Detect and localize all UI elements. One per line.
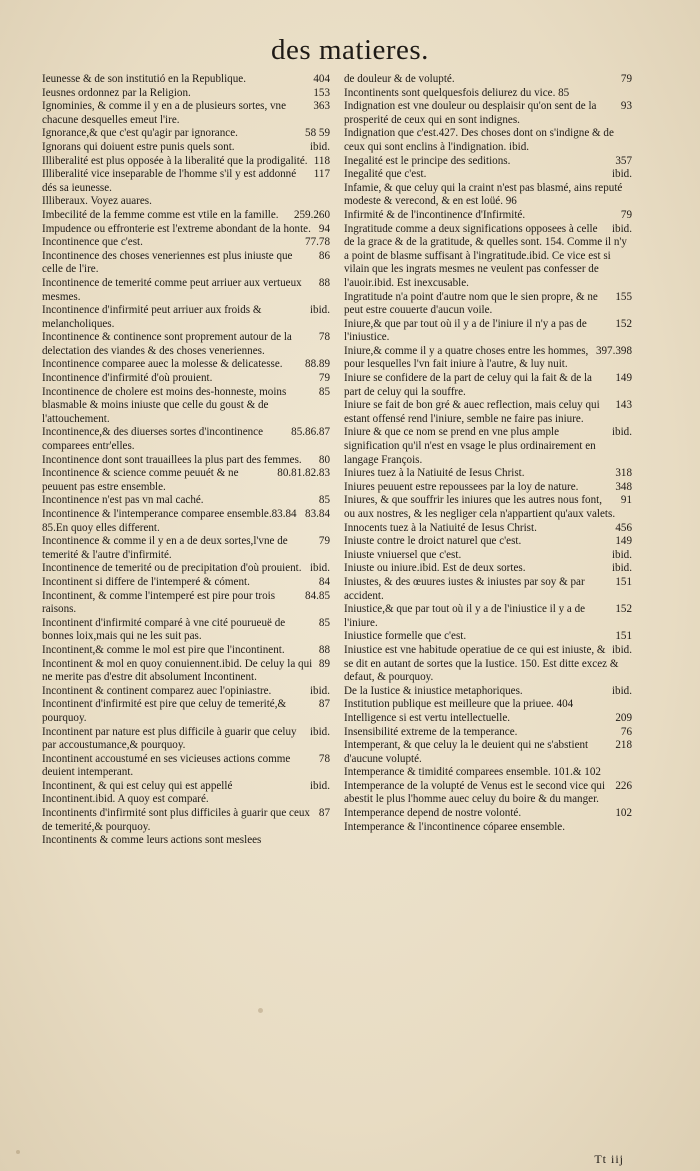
index-entry-page: 218 [615, 739, 632, 752]
index-entry-text: Impudence ou effronterie est l'extreme abondant de la honte. [42, 222, 311, 235]
index-entry-text: Iniures, & que souffrir les iniures que les autres nous font, ou aux nostres, & les negliger cela n'appartient qu'aux valets. [344, 494, 616, 520]
index-entry [42, 494, 330, 508]
index-entry-page: 259.260 [293, 208, 330, 221]
index-entry-text: Incontinence dont sont trauaillees la plus part des femmes. [42, 453, 302, 466]
index-entry-page: 456 [615, 521, 632, 534]
index-entry-text: Insensibilité extreme de la temperance. [344, 725, 518, 738]
index-entry [344, 399, 632, 426]
index-entry [42, 195, 330, 209]
index-entry-page: 87 [318, 698, 330, 711]
ink-blot [16, 1150, 20, 1154]
index-entry [42, 87, 330, 101]
index-entry-page: 155 [615, 290, 632, 303]
index-entry-page: 318 [615, 467, 632, 480]
index-entry [344, 739, 632, 766]
index-entry-text: Imbecilité de la femme comme est vtile en la famille. [42, 208, 279, 221]
index-entry-page: 209 [615, 711, 632, 724]
index-entry [344, 562, 632, 576]
index-entry-page: 84.85 [305, 589, 330, 602]
index-entry [344, 467, 632, 481]
index-entry [344, 372, 632, 399]
index-entry-page: 85.86.87 [291, 426, 330, 439]
index-entry-text: Incontinent, & comme l'intemperé est pire pour trois raisons. [42, 589, 276, 616]
index-entry-page: 58 59 [305, 127, 330, 140]
index-entry [344, 291, 632, 318]
index-entry [42, 372, 330, 386]
index-entry-page: 79 [318, 372, 330, 385]
index-entry-text: Incontinence,& des diuerses sortes d'incontinence comparees entr'elles. [42, 426, 264, 453]
index-entry-text: Iniure se fait de bon gré & auec reflection, mais celuy qui estant offensé rend l'iniure, semble ne faire pas iniure. [344, 399, 600, 425]
index-entry-text: Illiberalité vice inseparable de l'homme s'il y est addonné dés sa ieunesse. [42, 168, 297, 194]
index-entry-page: 78 [318, 331, 330, 344]
index-entry-page: 85 [318, 616, 330, 629]
index-entry [344, 223, 632, 291]
index-entry [42, 127, 330, 141]
index-entry-text: Iniuste vniuersel que c'est. [344, 548, 462, 561]
running-head: des matieres. [271, 34, 429, 66]
index-entry [42, 331, 330, 358]
index-entry [42, 617, 330, 644]
index-entry [42, 535, 330, 562]
index-entry [344, 73, 632, 87]
index-entry-page: 85 [318, 494, 330, 507]
ink-blot [258, 1008, 263, 1013]
index-entry-text: Intemperant, & que celuy la le deuient qui ne s'abstient d'aucune volupté. [344, 739, 589, 765]
index-entry-text: Incontinence d'infirmité d'où prouient. [42, 372, 213, 385]
index-entry-text: De la Iustice & iniustice metaphoriques. [344, 684, 523, 697]
index-entry-page: 152 [615, 317, 632, 330]
index-entry [344, 766, 632, 780]
index-entry-text: Iniures tuez à la Natiuité de Iesus Christ. [344, 467, 525, 480]
index-entry-text: Iniuste ou iniure.ibid. Est de deux sortes. [344, 562, 526, 575]
signature-mark: Tt iij [594, 1152, 624, 1166]
index-entry-text: Ignorance,& que c'est qu'agir par ignorance. [42, 127, 238, 140]
index-entry-text: Indignation que c'est.427. Des choses dont on s'indigne & de ceux qui sont enclins à l'indignation. ibid. [344, 127, 614, 153]
index-entry-text: Ignorans qui doiuent estre punis quels sont. [42, 140, 235, 153]
index-entry-page: 152 [615, 603, 632, 616]
index-entry-text: Incontinence & science comme peuuét & ne peuuent pas estre ensemble. [42, 467, 239, 493]
index-entry [344, 549, 632, 563]
index-entry-page: 404 [313, 73, 330, 85]
index-entry-text: Incontinent accoustumé en ses vicieuses actions comme deuient intemperant. [42, 752, 291, 779]
index-entry [42, 358, 330, 372]
index-entry-text: Iniuste contre le droict naturel que c'est. [344, 535, 522, 548]
index-entry-text: Ingratitude n'a point d'autre nom que le sien propre, & ne peut estre couuerte d'aucun voile. [344, 290, 598, 317]
index-entry [344, 726, 632, 740]
index-entry-page: ibid. [611, 643, 632, 656]
index-entry-text: Infamie, & que celuy qui la craint n'est pas blasmé, ains reputé modeste & verecond, & en est loüé. 96 [344, 181, 623, 208]
index-entry-text: Intemperance de la volupté de Venus est le second vice qui abestit le plus l'homme auec celuy du boire & du manger. [344, 779, 606, 806]
index-entry-page: 89 [318, 657, 330, 670]
index-entry-page: 88 [318, 276, 330, 289]
index-entry [344, 318, 632, 345]
index-entry-text: Ingratitude comme a deux significations opposees à celle de la grace & de la gratitude, & quelles sont. 154. Comme il n'y a point de blasme suffisant à l'ingratitude.ibid. Ce vice est si vilain que les ingrats mesmes ne veulent pas confesser de l'auoir.ibid. Est inexcusable. [344, 222, 627, 289]
index-entry-text: Illiberalité est plus opposée à la liberalité que la prodigalité. [42, 154, 308, 167]
index-entry [42, 685, 330, 699]
index-entry-text: Incontinence & l'intemperance comparee ensemble.83.84 85.En quoy elles different. [42, 508, 297, 534]
index-entry [344, 127, 632, 154]
index-entry-text: Incontinence & comme il y en a de deux sortes,l'vne de temerité & l'autre d'infirmité. [42, 535, 288, 561]
index-entry-page: 87 [318, 807, 330, 820]
index-entry [344, 522, 632, 536]
index-entry-text: Iniustes, & des œuures iustes & iniustes par soy & par accident. [344, 575, 585, 602]
index-entry-text: Iniustice est vne habitude operatiue de ce qui est iniuste, & se dit en autant de sortes que la Iustice. 150. Est ditte excez & defaut, & pourquoy. [344, 643, 619, 684]
index-entry [42, 562, 330, 576]
index-entry-page: ibid. [309, 684, 330, 697]
index-entry-page: ibid. [309, 304, 330, 317]
index-entry-page: 397.398 [595, 344, 632, 357]
index-entry-text: Incontinent,& comme le mol est pire que l'incontinent. [42, 643, 285, 656]
index-entry-text: Incontinent si differe de l'intemperé & cóment. [42, 575, 250, 588]
index-entry-page: 143 [615, 399, 632, 412]
index-column-right [344, 73, 632, 834]
index-entry-page: ibid. [611, 426, 632, 439]
index-entry-text: Iniure & que ce nom se prend en vne plus ample signification qu'il n'est en vsage le plus ordinairement en langage François. [344, 426, 596, 466]
index-entry-text: Incontinent, & qui est celuy qui est appellé Incontinent.ibid. A quoy est comparé. [42, 779, 233, 806]
index-entry-page: ibid. [309, 140, 330, 153]
index-entry-page: ibid. [309, 725, 330, 738]
index-entry-text: Illiberaux. Voyez auares. [42, 195, 152, 208]
index-entry-text: Indignation est vne douleur ou desplaisir qu'on sent de la prosperité de ceux qui en sont indignes. [344, 100, 597, 126]
index-entry-page: 348 [615, 480, 632, 493]
index-entry-text: Incontinent d'infirmité comparé à vne cité pourueuë de bonnes loix,mais qui ne les suit pas. [42, 616, 286, 643]
index-entry-text: de douleur & de volupté. [344, 73, 455, 85]
index-entry-text: Inegalité est le principe des seditions. [344, 154, 511, 167]
index-entry-text: Intemperance & l'incontinence cóparee ensemble. [344, 820, 565, 833]
index-entry-text: Incontinents d'infirmité sont plus difficiles à guarir que ceux de temerité,& pourquoy. [42, 807, 310, 833]
index-entry-text: Inegalité que c'est. [344, 168, 427, 181]
index-entry [42, 834, 330, 848]
index-entry-page: 88.89 [305, 358, 330, 371]
index-entry-text: Iniustice formelle que c'est. [344, 630, 467, 643]
index-entry [42, 209, 330, 223]
index-entry-text: Institution publique est meilleure que la priuee. 404 [344, 698, 574, 711]
index-entry-text: Ieusnes ordonnez par la Religion. [42, 86, 191, 99]
index-entry-page: 117 [313, 168, 330, 181]
index-entry [344, 807, 632, 821]
index-entry [42, 644, 330, 658]
index-entry-page: 118 [313, 154, 330, 167]
index-entry [344, 182, 632, 209]
index-entry-text: Incontinents sont quelquesfois deliurez du vice. 85 [344, 86, 570, 99]
index-entry [344, 87, 632, 101]
index-entry-text: Incontinent & mol en quoy conuiennent.ibid. De celuy la qui ne merite pas d'estre dit absolument Incontinent. [42, 657, 313, 684]
index-entry-page: ibid. [611, 222, 632, 235]
index-entry-text: Iniure se confidere de la part de celuy qui la fait & de la part de celuy qui la souffre. [344, 372, 592, 398]
index-entry [344, 426, 632, 467]
index-entry-page: 94 [318, 222, 330, 235]
index-entry-text: Iniures peuuent estre repoussees par la loy de nature. [344, 480, 579, 493]
index-entry-page: 153 [313, 86, 330, 99]
index-entry [42, 155, 330, 169]
index-entry-text: Incontinence de temerité ou de precipitation d'où prouient. [42, 562, 302, 575]
index-entry-text: Incontinent par nature est plus difficile à guarir que celuy par accoustumance,& pourquoy. [42, 725, 297, 752]
index-entry [344, 644, 632, 685]
index-entry [344, 155, 632, 169]
index-entry-text: Incontinent & continent comparez auec l'opiniastre. [42, 684, 272, 697]
index-entry-page: 149 [615, 535, 632, 548]
index-entry [42, 454, 330, 468]
index-entry-page: 80.81.82.83 [277, 467, 330, 480]
index-entry-page: 102 [615, 807, 632, 820]
index-entry [42, 386, 330, 427]
index-entry [344, 494, 632, 521]
index-entry-page: 85 [318, 385, 330, 398]
index-entry [344, 481, 632, 495]
index-entry-text: Innocents tuez à la Natiuité de Iesus Christ. [344, 521, 537, 534]
index-entry-text: Intemperance depend de nostre volonté. [344, 807, 522, 820]
index-entry-page: 151 [615, 575, 632, 588]
index-entry-text: Incontinence & continence sont proprement autour de la delectation des viandes & des choses veneriennes. [42, 331, 292, 357]
index-entry [42, 73, 330, 87]
index-entry-page: 149 [615, 372, 632, 385]
index-entry [344, 209, 632, 223]
index-entry-page: 357 [615, 154, 632, 167]
index-entry-page: 226 [615, 779, 632, 792]
index-entry [42, 304, 330, 331]
index-entry-page: 151 [615, 630, 632, 643]
index-entry-page: 88 [318, 643, 330, 656]
index-entry-page: ibid. [309, 562, 330, 575]
index-entry [344, 780, 632, 807]
index-entry-text: Incontinents & comme leurs actions sont meslees [42, 834, 262, 847]
index-entry-text: Incontinence de temerité comme peut arriuer aux vertueux mesmes. [42, 276, 302, 303]
index-entry-text: Incontinence n'est pas vn mal caché. [42, 494, 204, 507]
index-entry-text: Incontinent d'infirmité est pire que celuy de temerité,& pourquoy. [42, 698, 287, 724]
index-entry [42, 590, 330, 617]
index-entry-page: ibid. [611, 168, 632, 181]
index-entry [42, 576, 330, 590]
index-entry [344, 698, 632, 712]
index-entry-page: 78 [318, 752, 330, 765]
index-entry [42, 658, 330, 685]
index-entry [344, 535, 632, 549]
index-entry [344, 630, 632, 644]
index-entry-text: Incontinence de cholere est moins des-honneste, moins blasmable & moins iniuste que celle du goust & de l'attouchement. [42, 385, 287, 425]
index-entry-text: Iniure,& que par tout où il y a de l'iniure il n'y a pas de l'iniustice. [344, 317, 587, 344]
index-entry [42, 726, 330, 753]
index-entry-page: 79 [318, 535, 330, 548]
index-entry-page: 83.84 [305, 508, 330, 520]
index-entry [42, 141, 330, 155]
index-entry [42, 807, 330, 834]
index-entry-text: Incontinence d'infirmité peut arriuer aux froids & melancholiques. [42, 304, 262, 330]
index-entry-text: Iniure,& comme il y a quatre choses entre les hommes, pour lesquelles l'vn fait iniure à l'autre, & luy nuit. [344, 344, 589, 371]
index-entry [344, 576, 632, 603]
index-entry-text: Ieunesse & de son institutió en la Republique. [42, 73, 246, 85]
index-entry-text: Incontinence des choses veneriennes est plus iniuste que celle de l'ire. [42, 249, 293, 276]
index-entry [42, 508, 330, 535]
index-entry [42, 426, 330, 453]
index-entry [344, 100, 632, 127]
index-entry-page: 91 [620, 494, 632, 507]
index-entry-text: Iniustice,& que par tout où il y a de l'iniustice il y a de l'iniure. [344, 603, 586, 629]
index-entry [42, 100, 330, 127]
index-entry-page: ibid. [611, 562, 632, 575]
index-entry-page: ibid. [611, 548, 632, 561]
index-entry-page: 363 [313, 100, 330, 113]
index-entry [42, 277, 330, 304]
index-entry [42, 236, 330, 250]
index-entry [344, 685, 632, 699]
index-entry-page: 79 [620, 208, 632, 221]
index-entry [42, 168, 330, 195]
index-entry-page: 93 [620, 100, 632, 113]
index-entry-text: Incontinence comparee auec la molesse & delicatesse. [42, 358, 283, 371]
index-entry [344, 712, 632, 726]
index-entry-page: 79 [620, 73, 632, 85]
index-entry-page: 80 [318, 453, 330, 466]
index-entry-text: Intemperance & timidité comparees ensemble. 101.& 102 [344, 766, 601, 779]
index-entry [344, 168, 632, 182]
index-entry [42, 753, 330, 780]
index-column-left [42, 73, 330, 848]
index-entry [344, 345, 632, 372]
index-entry [344, 603, 632, 630]
index-entry-text: Ignominies, & comme il y en a de plusieurs sortes, vne chacune desquelles emeut l'ire. [42, 100, 287, 126]
index-entry [42, 223, 330, 237]
index-entry [42, 467, 330, 494]
index-entry-page: ibid. [309, 779, 330, 792]
index-entry [42, 250, 330, 277]
index-entry [42, 698, 330, 725]
index-entry [42, 780, 330, 807]
index-entry-page: 76 [620, 725, 632, 738]
index-entry-text: Incontinence que c'est. [42, 236, 143, 249]
index-entry [344, 821, 632, 835]
index-entry-text: Intelligence si est vertu intellectuelle. [344, 711, 511, 724]
index-entry-page: 77.78 [305, 236, 330, 249]
index-entry-page: ibid. [611, 684, 632, 697]
index-entry-text: Infirmité & de l'incontinence d'Infirmité. [344, 208, 526, 221]
index-entry-page: 86 [318, 249, 330, 262]
index-entry-page: 84 [318, 575, 330, 588]
